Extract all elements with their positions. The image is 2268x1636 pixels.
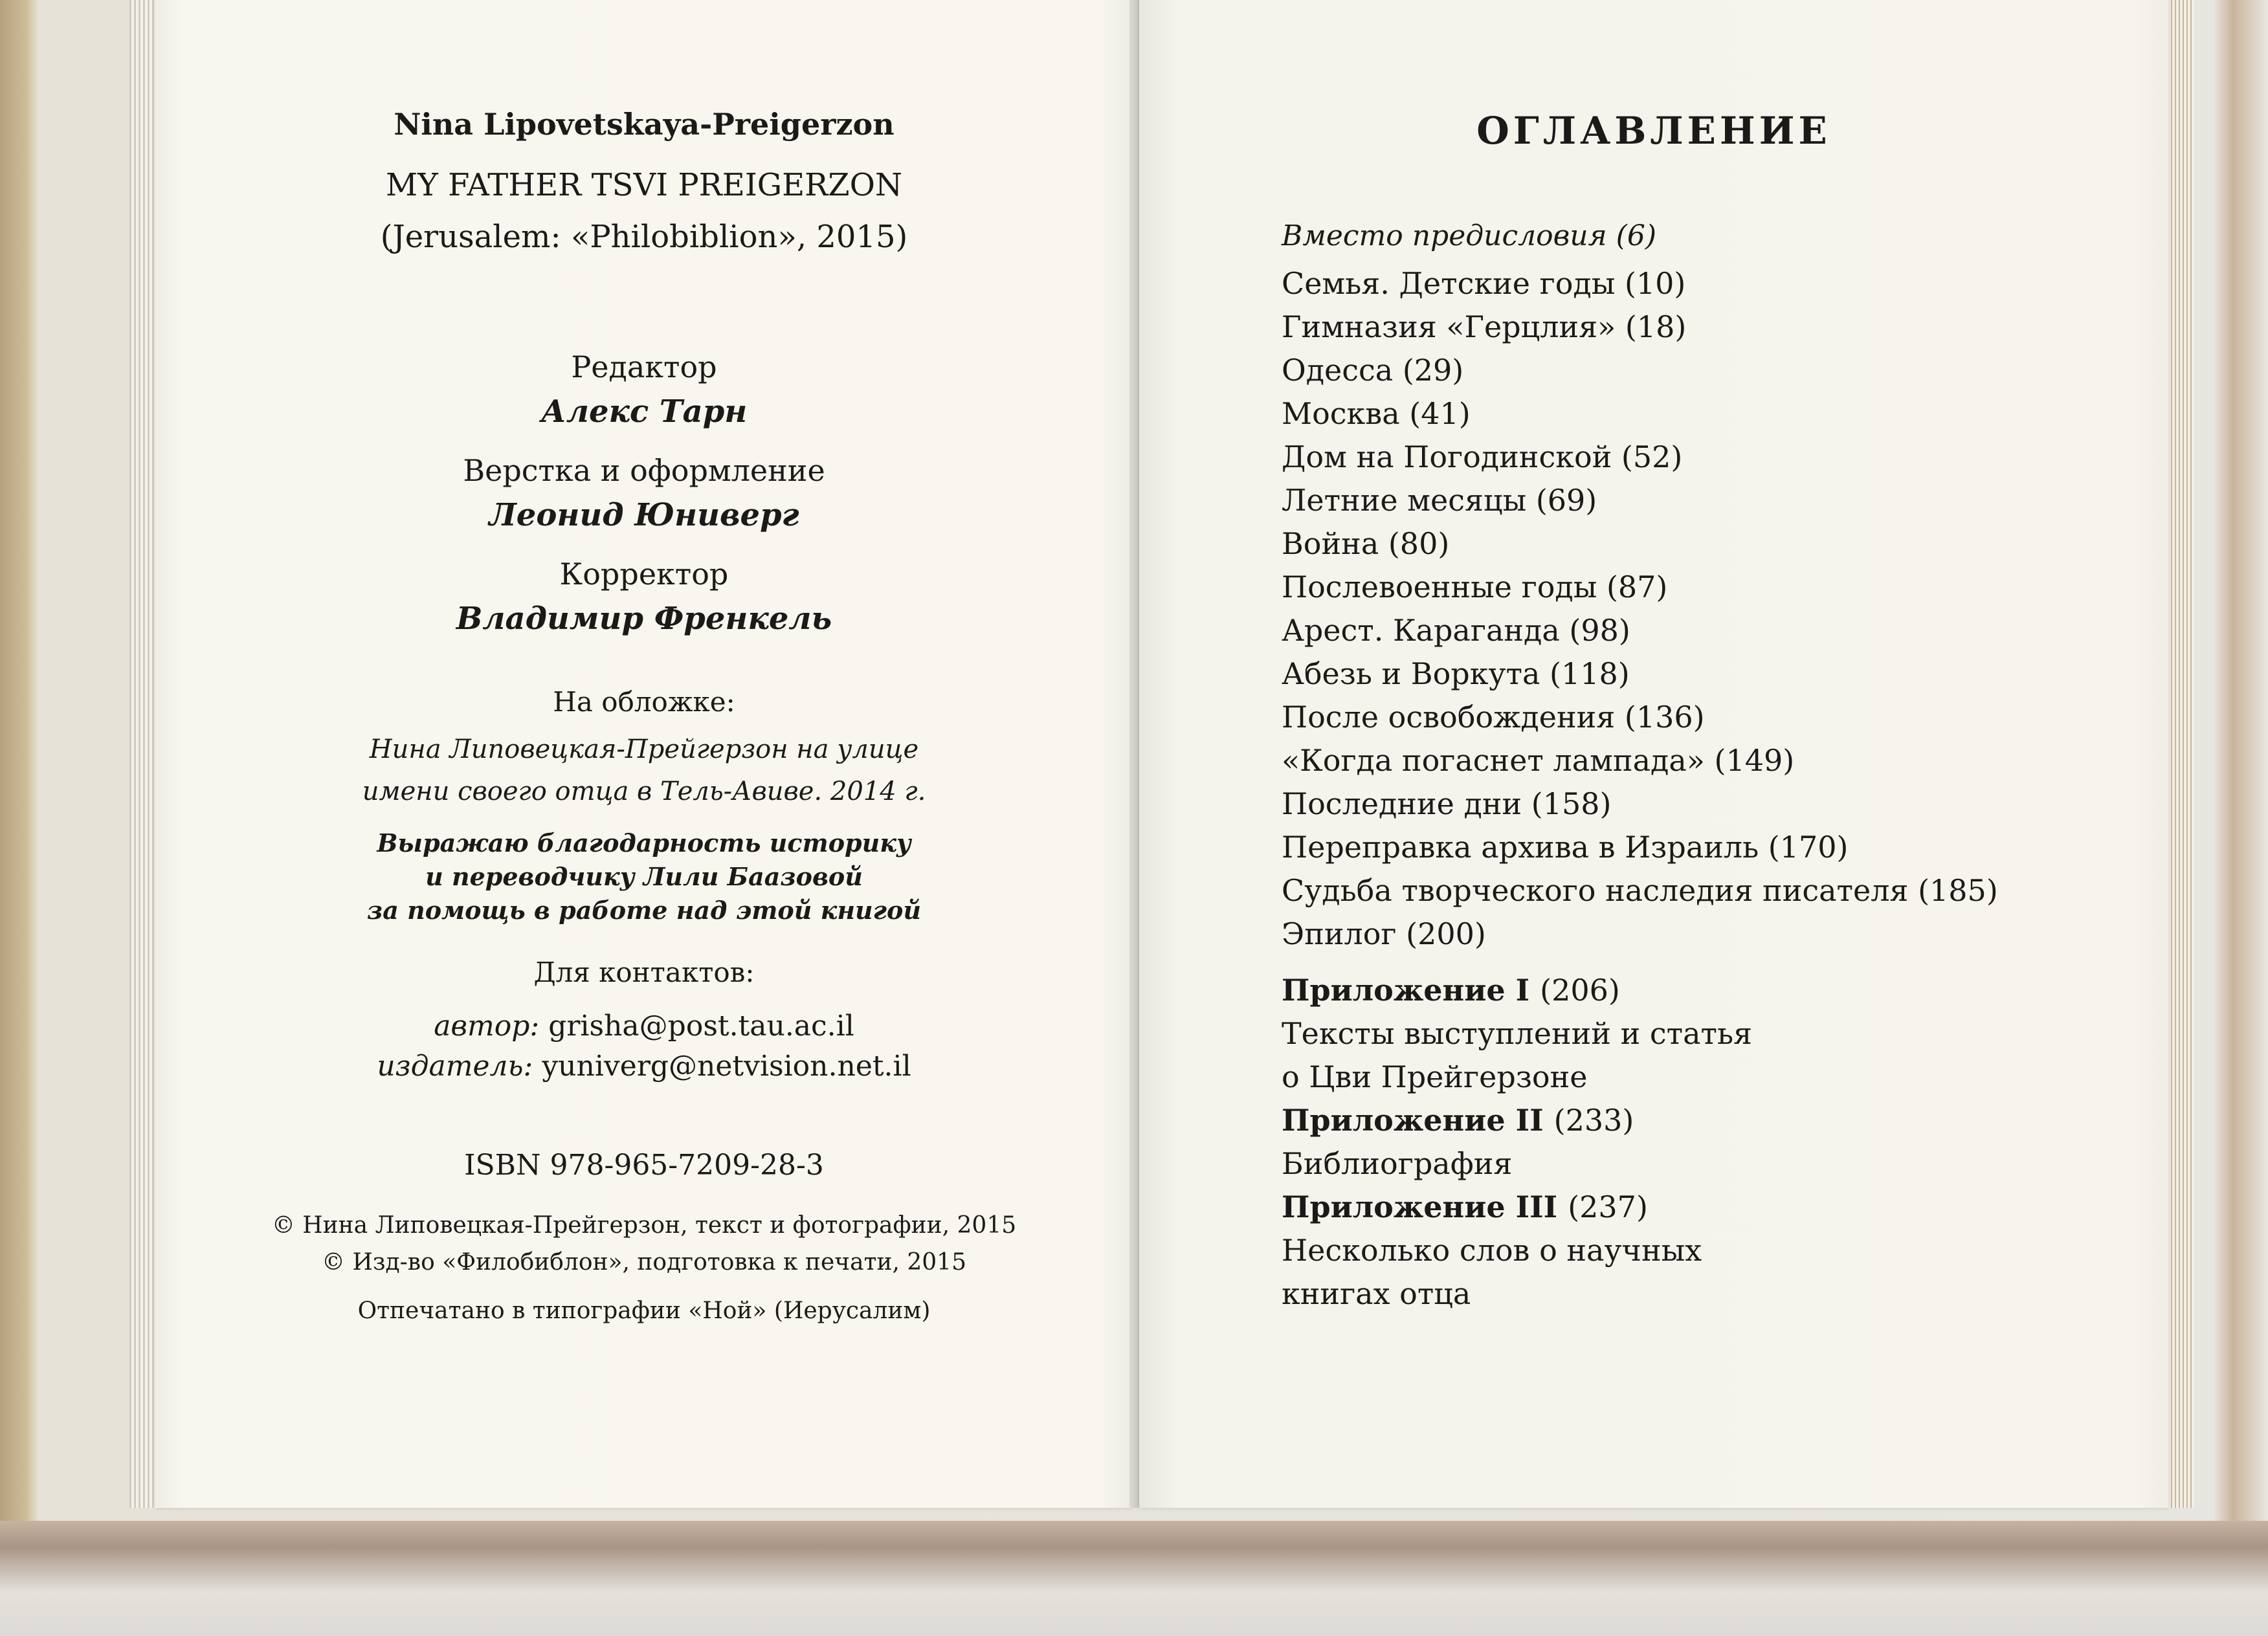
toc-item: Гимназия «Герцлия» (18) (1282, 309, 1687, 344)
toc-item: Одесса (29) (1282, 353, 1464, 388)
toc-appendix-heading (1282, 969, 1998, 1012)
toc-item: Абезь и Воркута (118) (1282, 656, 1630, 691)
appendix-page: (233) (1553, 1103, 1634, 1138)
credit-role: Редактор (571, 349, 717, 384)
toc-item: Дом на Погодинской (52) (1282, 439, 1683, 474)
printer-line: Отпечатано в типографии «Ной» (Иерусалим) (357, 1298, 931, 1324)
thanks-line: Выражаю благодарность историку (377, 828, 911, 857)
page-edges-right (2168, 0, 2194, 1508)
contact-label: автор: (434, 1010, 540, 1043)
appendix-title: Приложение I (1282, 973, 1530, 1008)
publication-line: (Jerusalem: «Philobiblion», 2015) (380, 219, 908, 255)
toc-item: Судьба творческого наследия писателя (185) (1282, 873, 1998, 908)
contact-email[interactable]: grisha@post.tau.ac.il (548, 1010, 854, 1043)
left-page (155, 0, 1133, 1508)
credit-name: Алекс Тарн (540, 393, 748, 430)
credit-name: Владимир Френкель (456, 601, 832, 637)
copyright-line: © Изд-во «Филобиблон», подготовка к печати, 2015 (322, 1249, 966, 1276)
toc-item: После освобождения (136) (1282, 700, 1705, 735)
toc-item: Послевоенные годы (87) (1282, 569, 1668, 604)
toc-appendix-heading (1282, 1099, 1998, 1142)
toc-item: Арест. Караганда (98) (1282, 613, 1630, 648)
table-of-contents (1282, 210, 1998, 1316)
toc-item: Семья. Детские годы (10) (1282, 266, 1686, 301)
toc-item: Последние дни (158) (1282, 786, 1612, 821)
toc-item: Эпилог (200) (1282, 916, 1486, 951)
thanks-line: и переводчику Лили Баазовой (425, 862, 863, 891)
toc-item: Летние месяцы (69) (1282, 483, 1597, 518)
contact-publisher (155, 1050, 1133, 1083)
contact-email[interactable]: yuniverg@netvision.net.il (542, 1050, 911, 1083)
credit-role: Корректор (559, 557, 729, 591)
thanks-line: за помощь в работе над этой книгой (366, 896, 922, 925)
cover-label: На обложке: (553, 686, 735, 718)
toc-appendix-line: Библиография (1282, 1146, 1513, 1181)
contact-label: издатель: (377, 1050, 533, 1083)
toc-item: «Когда погаснет лампада» (149) (1282, 743, 1795, 778)
toc-appendix-heading (1282, 1186, 1998, 1229)
toc-title: ОГЛАВЛЕНИЕ (1476, 109, 1831, 153)
toc-appendix-line: книгах отца (1282, 1276, 1471, 1311)
appendix-title: Приложение III (1282, 1189, 1558, 1224)
toc-item: Москва (41) (1282, 396, 1471, 431)
copyright-line: © Нина Липовецкая-Прейгерзон, текст и фотографии, 2015 (271, 1212, 1017, 1239)
toc-appendix-line: о Цви Прейгерзоне (1282, 1059, 1588, 1094)
appendix-title: Приложение II (1282, 1103, 1544, 1138)
cover-caption-line: Нина Липовецкая-Прейгерзон на улице (369, 735, 919, 764)
toc-preface: Вместо предисловия (6) (1282, 219, 1657, 252)
toc-appendix-line: Несколько слов о научных (1282, 1233, 1702, 1268)
right-page (1139, 0, 2168, 1508)
scan-bottom-strip (0, 1521, 2268, 1636)
author-name: Nina Lipovetskaya-Preigerzon (394, 107, 895, 142)
isbn: ISBN 978-965-7209-28-3 (464, 1149, 824, 1182)
toc-appendix-line: Тексты выступлений и статья (1282, 1016, 1753, 1051)
appendix-page: (237) (1568, 1189, 1648, 1224)
page-edges-left (129, 0, 155, 1508)
toc-item: Война (80) (1282, 526, 1450, 561)
credit-role: Верстка и оформление (463, 453, 825, 488)
credit-name: Леонид Юниверг (489, 497, 799, 533)
cover-caption-line: имени своего отца в Тель-Авиве. 2014 г. (362, 777, 926, 806)
toc-item: Переправка архива в Израиль (170) (1282, 830, 1849, 865)
english-title: MY FATHER TSVI PREIGERZON (385, 167, 903, 203)
appendix-page: (206) (1540, 973, 1620, 1008)
contact-author (155, 1010, 1133, 1043)
contacts-label: Для контактов: (533, 956, 755, 988)
